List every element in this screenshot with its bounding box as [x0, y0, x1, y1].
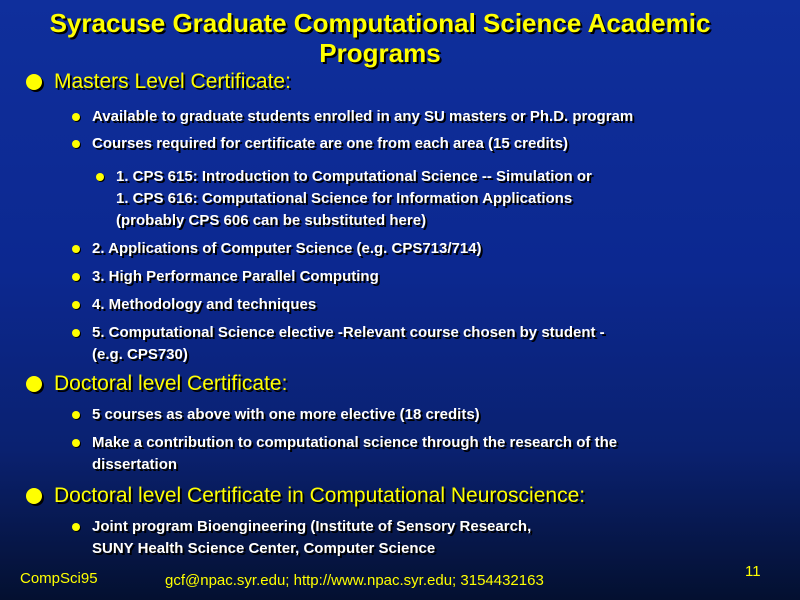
bullet-icon	[72, 329, 80, 337]
sub-list-item-text: 1. CPS 615: Introduction to Computational Science -- Simulation or 1. CPS 616: Computational Science for Information Applications (probably CPS 606 can be substituted here)	[116, 168, 592, 229]
footer-label: CompSci95	[20, 570, 98, 587]
list-item-text: Available to graduate students enrolled in any SU masters or Ph.D. program	[92, 108, 634, 125]
list-item	[72, 106, 772, 128]
list-item-text: 2. Applications of Computer Science (e.g. CPS713/714)	[92, 240, 482, 257]
list-item	[72, 133, 772, 155]
bullet-icon	[72, 301, 80, 309]
bullet-icon	[72, 411, 80, 419]
slide-title: Syracuse Graduate Computational Science Academic Programs	[49, 8, 711, 68]
list-item-text: Joint program Bioengineering (Institute of Sensory Research, SUNY Health Science Center, Computer Science	[92, 518, 532, 557]
bullet-icon	[26, 376, 42, 392]
list-item-text: 4. Methodology and techniques	[92, 296, 317, 313]
bullet-icon	[72, 113, 80, 121]
list-item	[72, 432, 772, 476]
list-item	[72, 238, 772, 260]
bullet-icon	[96, 173, 104, 181]
bullet-icon	[72, 140, 80, 148]
list-item-text: Courses required for certificate are one from each area (15 credits)	[92, 135, 569, 152]
list-item-text: 5 courses as above with one more elective (18 credits)	[92, 406, 480, 423]
section-heading-text: Doctoral level Certificate in Computational Neuroscience:	[54, 484, 586, 507]
list-item	[72, 322, 772, 366]
list-item	[72, 294, 772, 316]
list-item-text: 3. High Performance Parallel Computing	[92, 268, 379, 285]
bullet-icon	[72, 439, 80, 447]
bullet-icon	[26, 74, 42, 90]
page-number: 11	[745, 563, 761, 580]
section-heading-text: Masters Level Certificate:	[54, 70, 291, 93]
list-item-text: 5. Computational Science elective -Relevant course chosen by student - (e.g. CPS730)	[92, 324, 605, 363]
bullet-icon	[72, 245, 80, 253]
list-item	[72, 516, 772, 560]
list-item	[72, 266, 772, 288]
bullet-icon	[26, 488, 42, 504]
list-item-text: Make a contribution to computational science through the research of the dissertation	[92, 434, 618, 473]
list-item	[72, 404, 772, 426]
bullet-icon	[72, 523, 80, 531]
section-heading-text: Doctoral level Certificate:	[54, 372, 288, 395]
bullet-icon	[72, 273, 80, 281]
sub-list-item	[96, 166, 746, 232]
footer-contact: gcf@npac.syr.edu; http://www.npac.syr.edu; 3154432163	[165, 572, 544, 589]
